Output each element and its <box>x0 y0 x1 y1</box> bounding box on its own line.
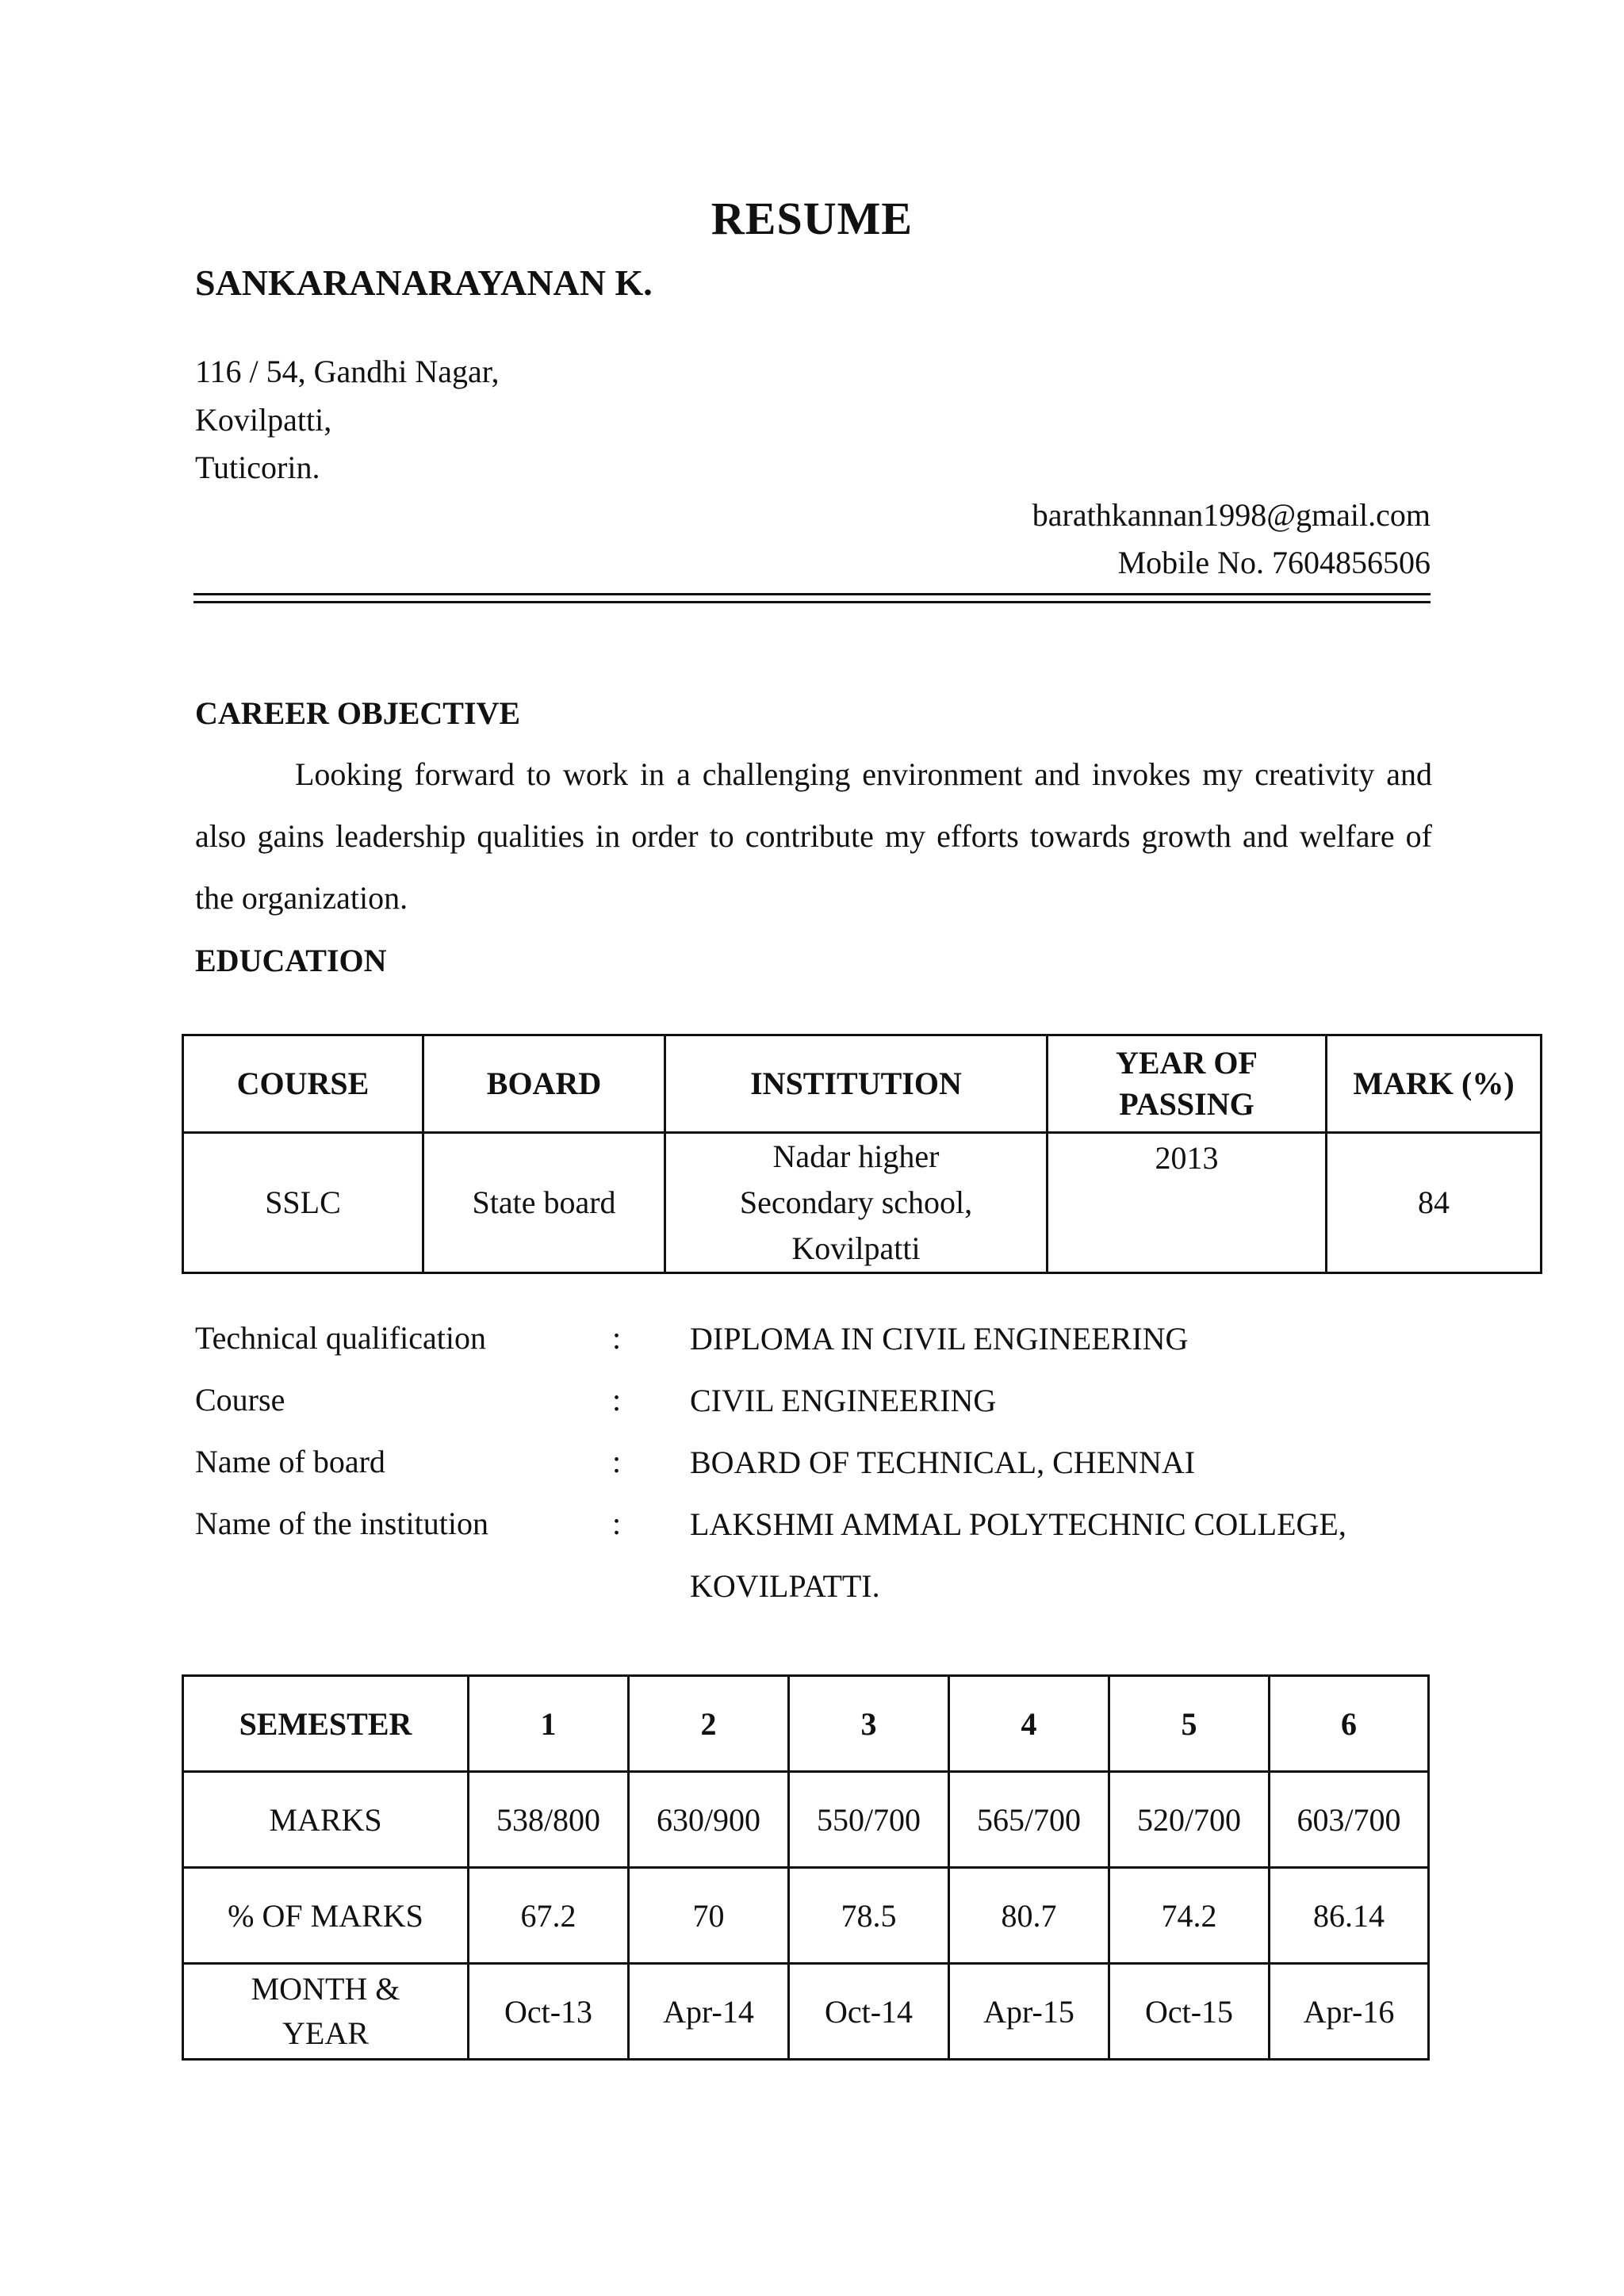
month-year-value: Oct-13 <box>469 1964 629 2060</box>
percent-value: 86.14 <box>1270 1868 1429 1964</box>
board-name-value: BOARD OF TECHNICAL, CHENNAI <box>690 1445 1196 1480</box>
institution-line-3: Kovilpatti <box>791 1230 921 1266</box>
marks-value: 630/900 <box>629 1772 789 1868</box>
header-divider-second <box>193 601 1431 603</box>
marks-value: 565/700 <box>949 1772 1109 1868</box>
address-line-3: Tuticorin. <box>195 450 320 485</box>
semester-number: 5 <box>1109 1676 1270 1772</box>
column-header-mark: MARK (%) <box>1327 1035 1542 1133</box>
semester-number: 6 <box>1270 1676 1429 1772</box>
semester-header-row <box>183 1676 1429 1772</box>
career-objective-text <box>195 744 1432 929</box>
education-heading: EDUCATION <box>195 943 387 978</box>
colon: : <box>612 1382 622 1418</box>
year-cell <box>1048 1133 1327 1273</box>
marks-value: 603/700 <box>1270 1772 1429 1868</box>
colon: : <box>612 1320 622 1356</box>
month-year-label-line-1: MONTH & <box>251 1971 400 2007</box>
mark-cell: 84 <box>1327 1133 1542 1273</box>
percent-value: 78.5 <box>789 1868 949 1964</box>
percent-value: 70 <box>629 1868 789 1964</box>
institution-line-2: Secondary school, <box>739 1184 973 1220</box>
table-row <box>183 1133 1542 1273</box>
month-year-value: Oct-15 <box>1109 1964 1270 2060</box>
table-row <box>183 1868 1429 1964</box>
column-header-institution: INSTITUTION <box>665 1035 1048 1133</box>
month-year-label <box>183 1964 469 2060</box>
percent-value: 74.2 <box>1109 1868 1270 1964</box>
institution-cell <box>665 1133 1048 1273</box>
percent-value: 80.7 <box>949 1868 1109 1964</box>
column-header-board: BOARD <box>423 1035 665 1133</box>
institution-name-value <box>690 1494 1435 1617</box>
candidate-name: SANKARANARAYANAN K. <box>195 262 653 303</box>
semester-number: 1 <box>469 1676 629 1772</box>
column-header-year <box>1048 1035 1327 1133</box>
institution-name-line-2: KOVILPATTI. <box>690 1568 880 1604</box>
semester-header: SEMESTER <box>183 1676 469 1772</box>
email-address: barathkannan1998@gmail.com <box>1032 497 1431 533</box>
year-value: 2013 <box>1155 1140 1219 1176</box>
month-year-value: Apr-16 <box>1270 1964 1429 2060</box>
marks-label: MARKS <box>183 1772 469 1868</box>
colon: : <box>612 1444 622 1479</box>
institution-name-label: Name of the institution <box>195 1506 488 1541</box>
semester-number: 4 <box>949 1676 1109 1772</box>
table-header-row <box>183 1035 1542 1133</box>
marks-value: 550/700 <box>789 1772 949 1868</box>
institution-line-1: Nadar higher <box>772 1138 940 1174</box>
percent-label: % OF MARKS <box>183 1868 469 1964</box>
semester-table <box>182 1674 1430 2061</box>
page-title: RESUME <box>710 193 914 244</box>
semester-number: 3 <box>789 1676 949 1772</box>
table-row <box>183 1964 1429 2060</box>
marks-value: 520/700 <box>1109 1772 1270 1868</box>
board-name-label: Name of board <box>195 1444 385 1479</box>
marks-value: 538/800 <box>469 1772 629 1868</box>
month-year-label-line-2: YEAR <box>282 2015 369 2051</box>
address-line-1: 116 / 54, Gandhi Nagar, <box>195 354 500 389</box>
table-row <box>183 1772 1429 1868</box>
mobile-number: Mobile No. 7604856506 <box>1117 545 1431 580</box>
career-objective-heading: CAREER OBJECTIVE <box>195 695 521 731</box>
course-label: Course <box>195 1382 285 1418</box>
education-table <box>182 1034 1542 1274</box>
percent-value: 67.2 <box>469 1868 629 1964</box>
month-year-value: Apr-15 <box>949 1964 1109 2060</box>
course-cell: SSLC <box>183 1133 423 1273</box>
career-objective-paragraph: Looking forward to work in a challenging environment and invokes my creativity and also gains leadership qualities in order to contribute my efforts towards growth and welfare of the organization. <box>195 756 1432 916</box>
institution-name-line-1: LAKSHMI AMMAL POLYTECHNIC COLLEGE, <box>690 1506 1346 1542</box>
technical-qualification-label: Technical qualification <box>195 1320 487 1356</box>
month-year-value: Apr-14 <box>629 1964 789 2060</box>
technical-qualification-value: DIPLOMA IN CIVIL ENGINEERING <box>690 1321 1189 1357</box>
year-of-passing-label: YEAR OF PASSING <box>1116 1045 1258 1122</box>
month-year-value: Oct-14 <box>789 1964 949 2060</box>
colon: : <box>612 1506 622 1541</box>
semester-number: 2 <box>629 1676 789 1772</box>
column-header-course: COURSE <box>183 1035 423 1133</box>
address-line-2: Kovilpatti, <box>195 402 332 438</box>
header-divider <box>193 593 1431 595</box>
board-cell: State board <box>423 1133 665 1273</box>
course-value: CIVIL ENGINEERING <box>690 1383 997 1418</box>
